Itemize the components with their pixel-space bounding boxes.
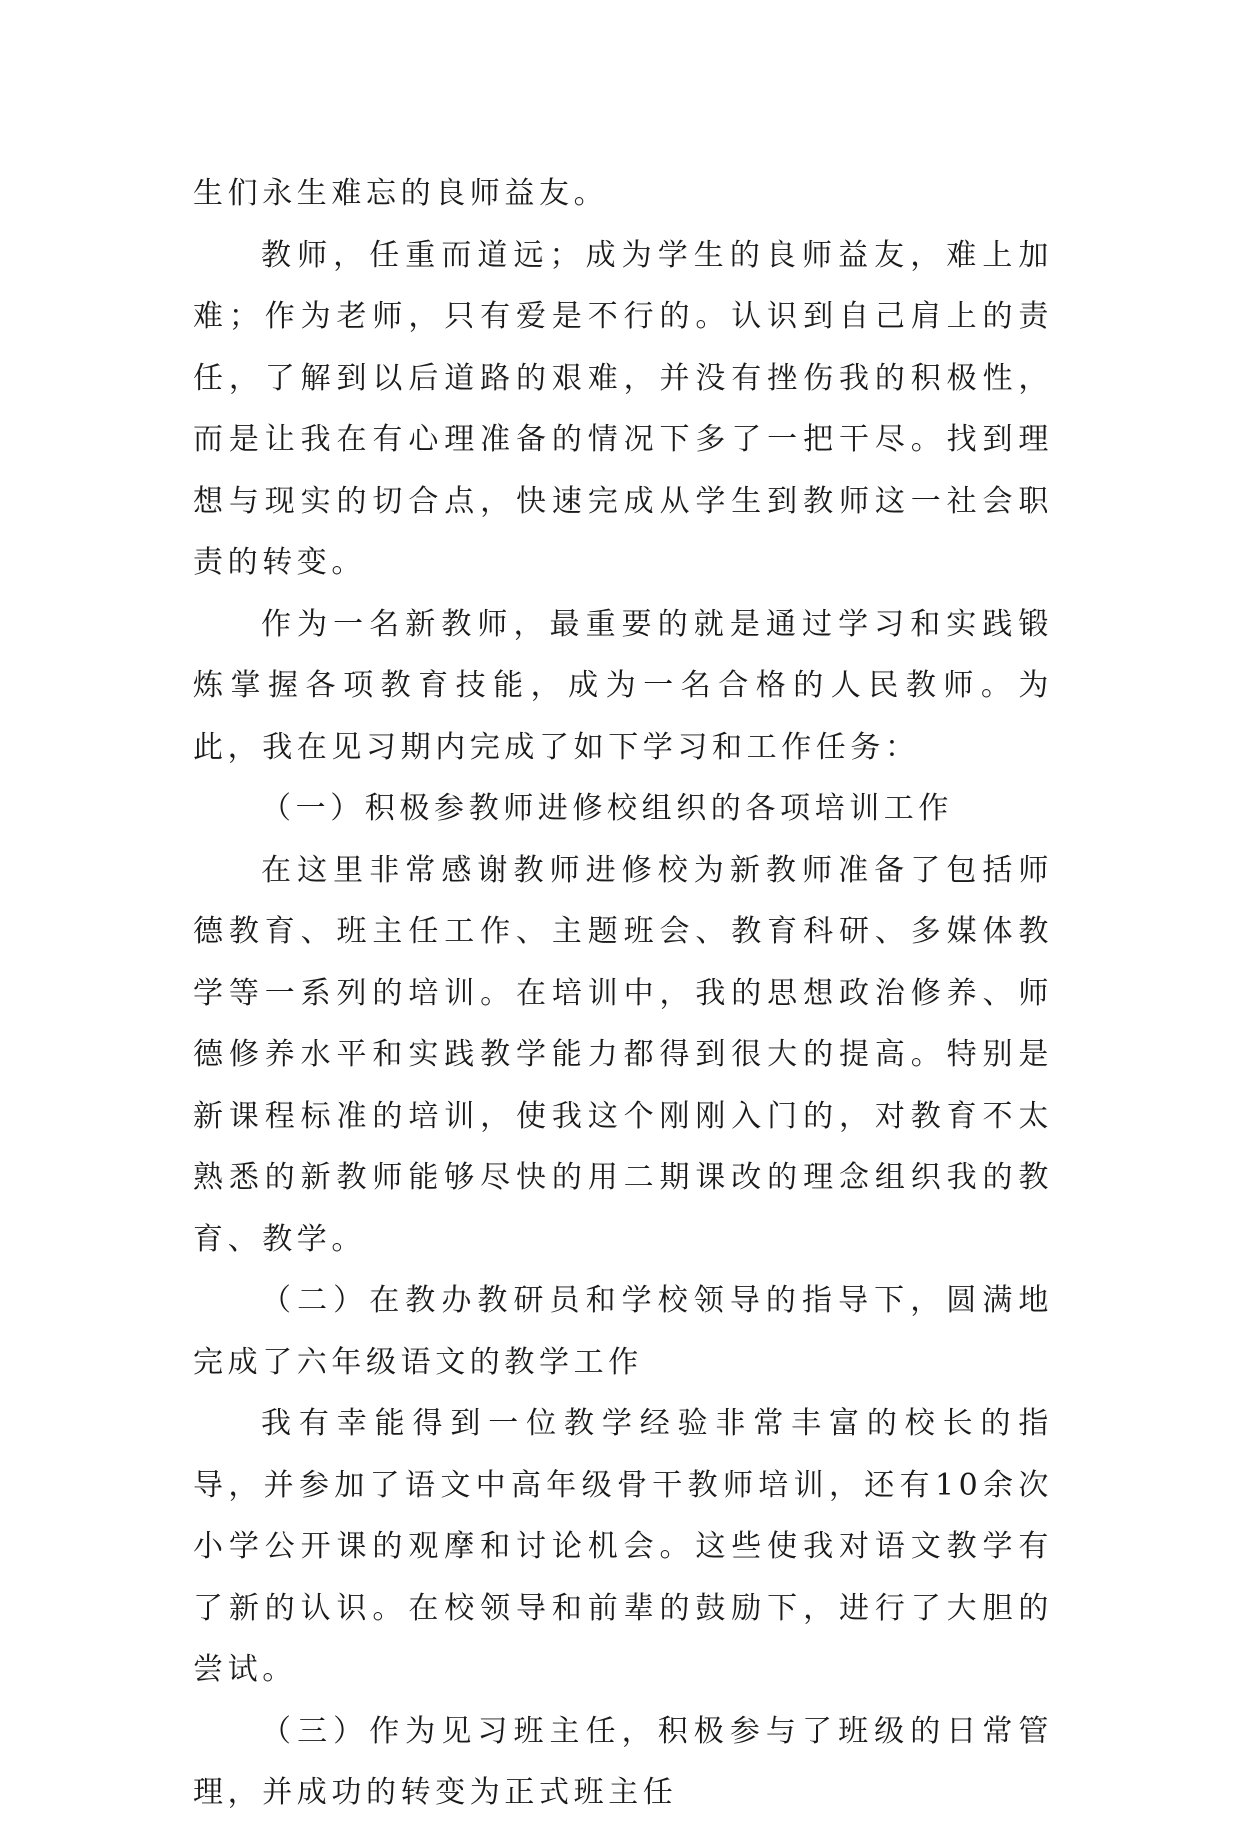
paragraph-teaching: 我有幸能得到一位教学经验非常丰富的校长的指导，并参加了语文中高年级骨干教师培训，还有10余次小学公开课的观摩和讨论机会。这些使我对语文教学有了新的认识。在校领导和前辈的鼓励下，进行了大胆的尝试。 <box>193 1406 1053 1687</box>
paragraph-new-teacher-goals: 作为一名新教师，最重要的就是通过学习和实践锻炼掌握各项教育技能，成为一名合格的人民教师。为此，我在见习期内完成了如下学习和工作任务： <box>193 606 1053 765</box>
paragraph-teacher-responsibility: 教师，任重而道远；成为学生的良师益友，难上加难；作为老师，只有爱是不行的。认识到自己肩上的责任，了解到以后道路的艰难，并没有挫伤我的积极性，而是让我在有心理准备的情况下多了一把干尽。找到理想与现实的切合点，快速完成从学生到教师这一社会职责的转变。 <box>193 237 1053 580</box>
section-heading-teaching: （二）在教办教研员和学校领导的指导下，圆满地完成了六年级语文的教学工作 <box>193 1283 1053 1380</box>
body-text <box>193 163 1053 1824</box>
section-heading-class-management: （三）作为见习班主任，积极参与了班级的日常管理，并成功的转变为正式班主任 <box>193 1713 1053 1810</box>
paragraph-continuation: 生们永生难忘的良师益友。 <box>193 176 609 211</box>
paragraph-training: 在这里非常感谢教师进修校为新教师准备了包括师德教育、班主任工作、主题班会、教育科研、多媒体教学等一系列的培训。在培训中，我的思想政治修养、师德修养水平和实践教学能力都得到很大的提高。特别是新课程标准的培训，使我这个刚刚入门的，对教育不太熟悉的新教师能够尽快的用二期课改的理念组织我的教育、教学。 <box>193 852 1053 1257</box>
section-heading-training: （一）积极参教师进修校组织的各项培训工作 <box>261 791 953 826</box>
